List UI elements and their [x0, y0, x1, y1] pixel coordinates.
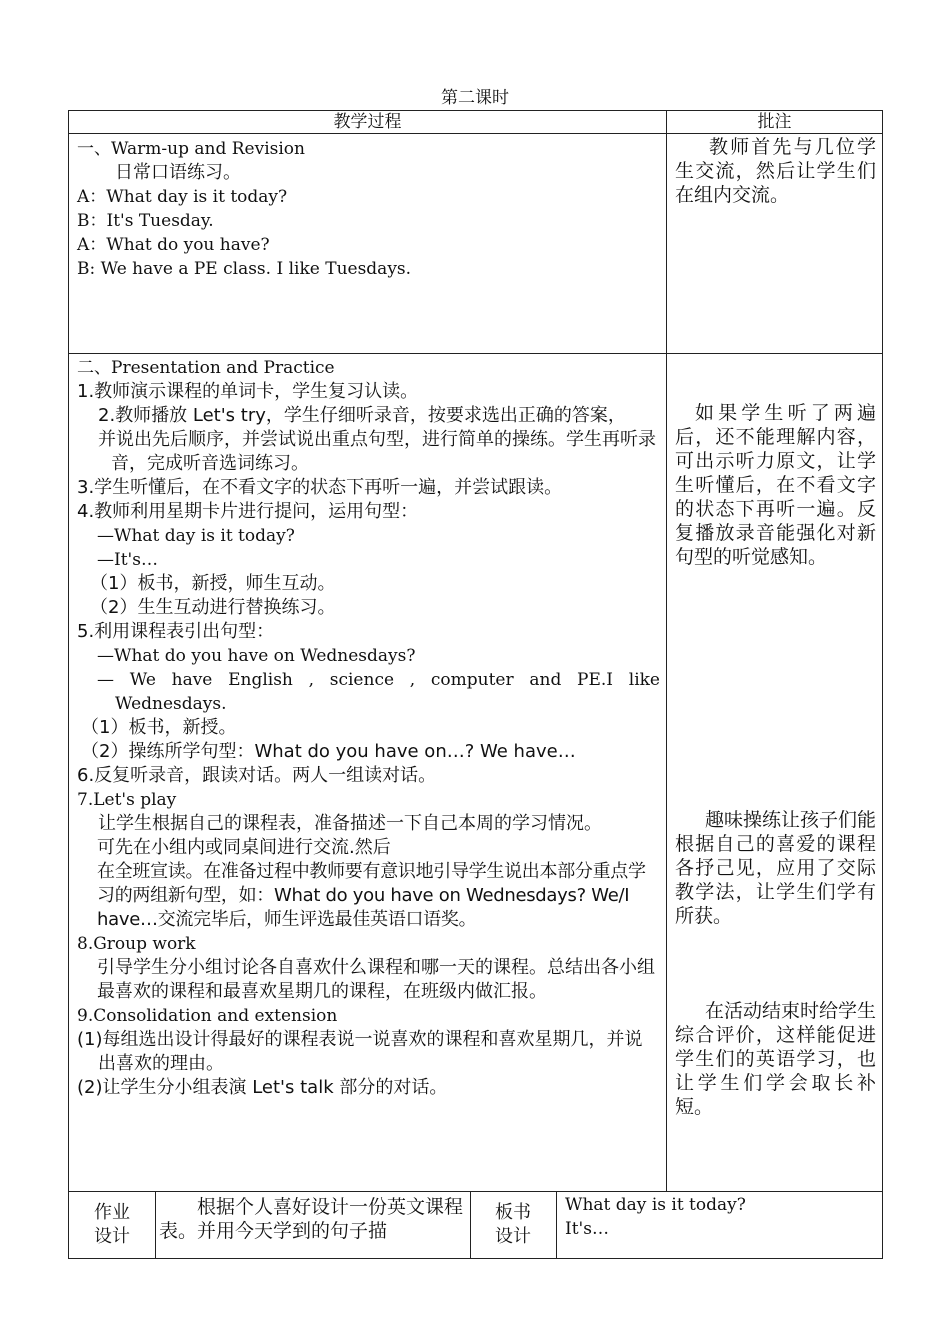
lesson-table — [68, 110, 883, 1259]
sentence-answer-cont: Wednesdays. — [115, 694, 227, 714]
step-4-sub-1: （1）板书，新授，师生互动。 — [90, 573, 336, 594]
step-4-sub-2: （2）生生互动进行替换练习。 — [90, 597, 336, 618]
step-6: 6.反复听录音，跟读对话。两人一组读对话。 — [77, 765, 437, 786]
header-process: 教学过程 — [333, 112, 402, 132]
step-3: 3.学生听懂后，在不看文字的状态下再听一遍，并尝试跟读。 — [77, 477, 563, 498]
homework-label-line: 作业 — [94, 1202, 130, 1223]
step-8-detail: 引导学生分小组讨论各自喜欢什么课程和哪一天的课程。总结出各小组最喜欢的课程和最喜欢星期几的课程，在班级内做汇报。 — [97, 957, 655, 1002]
board-label — [470, 1191, 556, 1259]
row-divider — [69, 353, 882, 354]
board-line: What day is it today? — [565, 1195, 746, 1215]
header-notes: 批注 — [757, 112, 792, 132]
step-7-detail: 让学生根据自己的课程表，准备描述一下自己本周的学习情况。 — [98, 813, 602, 834]
dialogue-line: A：What day is it today? — [77, 187, 288, 207]
section-presentation — [77, 356, 660, 1100]
homework-label-line: 设计 — [94, 1226, 130, 1247]
step-4: 4.教师利用星期卡片进行提问，运用句型： — [77, 501, 419, 522]
section-heading: 二、Presentation and Practice — [77, 358, 335, 378]
step-9-sub-1: (1)每组选出设计得最好的课程表说一说喜欢的课程和喜欢星期几，并说出喜欢的理由。 — [77, 1029, 643, 1074]
homework-label — [69, 1191, 155, 1259]
note-warmup: 教师首先与几位学生交流，然后让学生们在组内交流。 — [675, 136, 876, 206]
step-1: 1.教师演示课程的单词卡，学生复习认读。 — [77, 381, 419, 402]
step-7-detail: 在全班宣读。在准备过程中教师要有意识地引导学生说出本部分重点学习的两组新句型，如：What do you have on Wednesdays? We/I have…交流完毕后，师生评选最佳英语口语奖。 — [97, 861, 646, 930]
row-divider — [69, 133, 882, 134]
step-9-sub-2: (2)让学生分小组表演 Let's talk 部分的对话。 — [77, 1077, 448, 1098]
column-divider — [155, 1191, 156, 1259]
page-title: 第二课时 — [441, 88, 509, 108]
step-5-sub-1: （1）板书，新授。 — [81, 717, 237, 738]
section-heading: 一、Warm-up and Revision — [77, 139, 305, 159]
column-divider — [666, 111, 667, 1191]
sentence-question: —What day is it today? — [97, 526, 295, 546]
step-2: 2.教师播放 Let's try，学生仔细听录音，按要求选出正确的答案， — [98, 405, 626, 426]
step-7: 7.Let's play — [77, 790, 177, 810]
dialogue-line: B：It's Tuesday. — [77, 211, 214, 231]
section-warmup — [77, 137, 662, 281]
note-evaluation: 在活动结束时给学生综合评价，这样能促进学生们的英语学习，也让学生们学会取长补短。 — [675, 1000, 877, 1118]
homework-content — [159, 1195, 467, 1253]
sentence-answer: —It's… — [97, 550, 158, 570]
board-label-line: 设计 — [495, 1226, 531, 1247]
board-content — [565, 1193, 877, 1241]
sentence-answer: — We have English , science , computer and PE.I like — [97, 670, 660, 690]
board-label-line: 板书 — [495, 1202, 531, 1223]
step-5-sub-2: （2）操练所学句型：What do you have on…? We have… — [81, 741, 576, 762]
step-7-detail: 可先在小组内或同桌间进行交流.然后 — [97, 837, 391, 858]
column-divider — [556, 1191, 557, 1259]
homework-text: 根据个人喜好设计一份英文课程表。并用今天学到的句子描 — [159, 1196, 464, 1242]
note-play: 趣味操练让孩子们能根据自己的喜爱的课程各抒己见，应用了交际教学法，让学生们学有所获。 — [675, 809, 877, 927]
note-listening: 如果学生听了两遍后，还不能理解内容，可出示听力原文，让学生听懂后，在不看文字的状态下再听一遍。反复播放录音能强化对新句型的听觉感知。 — [675, 402, 876, 568]
step-2-detail: 并说出先后顺序，并尝试说出重点句型，进行简单的操练。学生再听录音，完成听音选词练习。 — [98, 429, 656, 474]
dialogue-line: B: We have a PE class. I like Tuesdays. — [77, 259, 412, 279]
board-line: It's… — [565, 1219, 609, 1239]
step-5: 5.利用课程表引出句型： — [77, 621, 275, 642]
sentence-question: —What do you have on Wednesdays? — [97, 646, 416, 666]
step-9: 9.Consolidation and extension — [77, 1006, 338, 1026]
dialogue-line: A：What do you have? — [77, 235, 270, 255]
step-8: 8.Group work — [77, 934, 196, 954]
section-intro: 日常口语练习。 — [115, 162, 241, 183]
